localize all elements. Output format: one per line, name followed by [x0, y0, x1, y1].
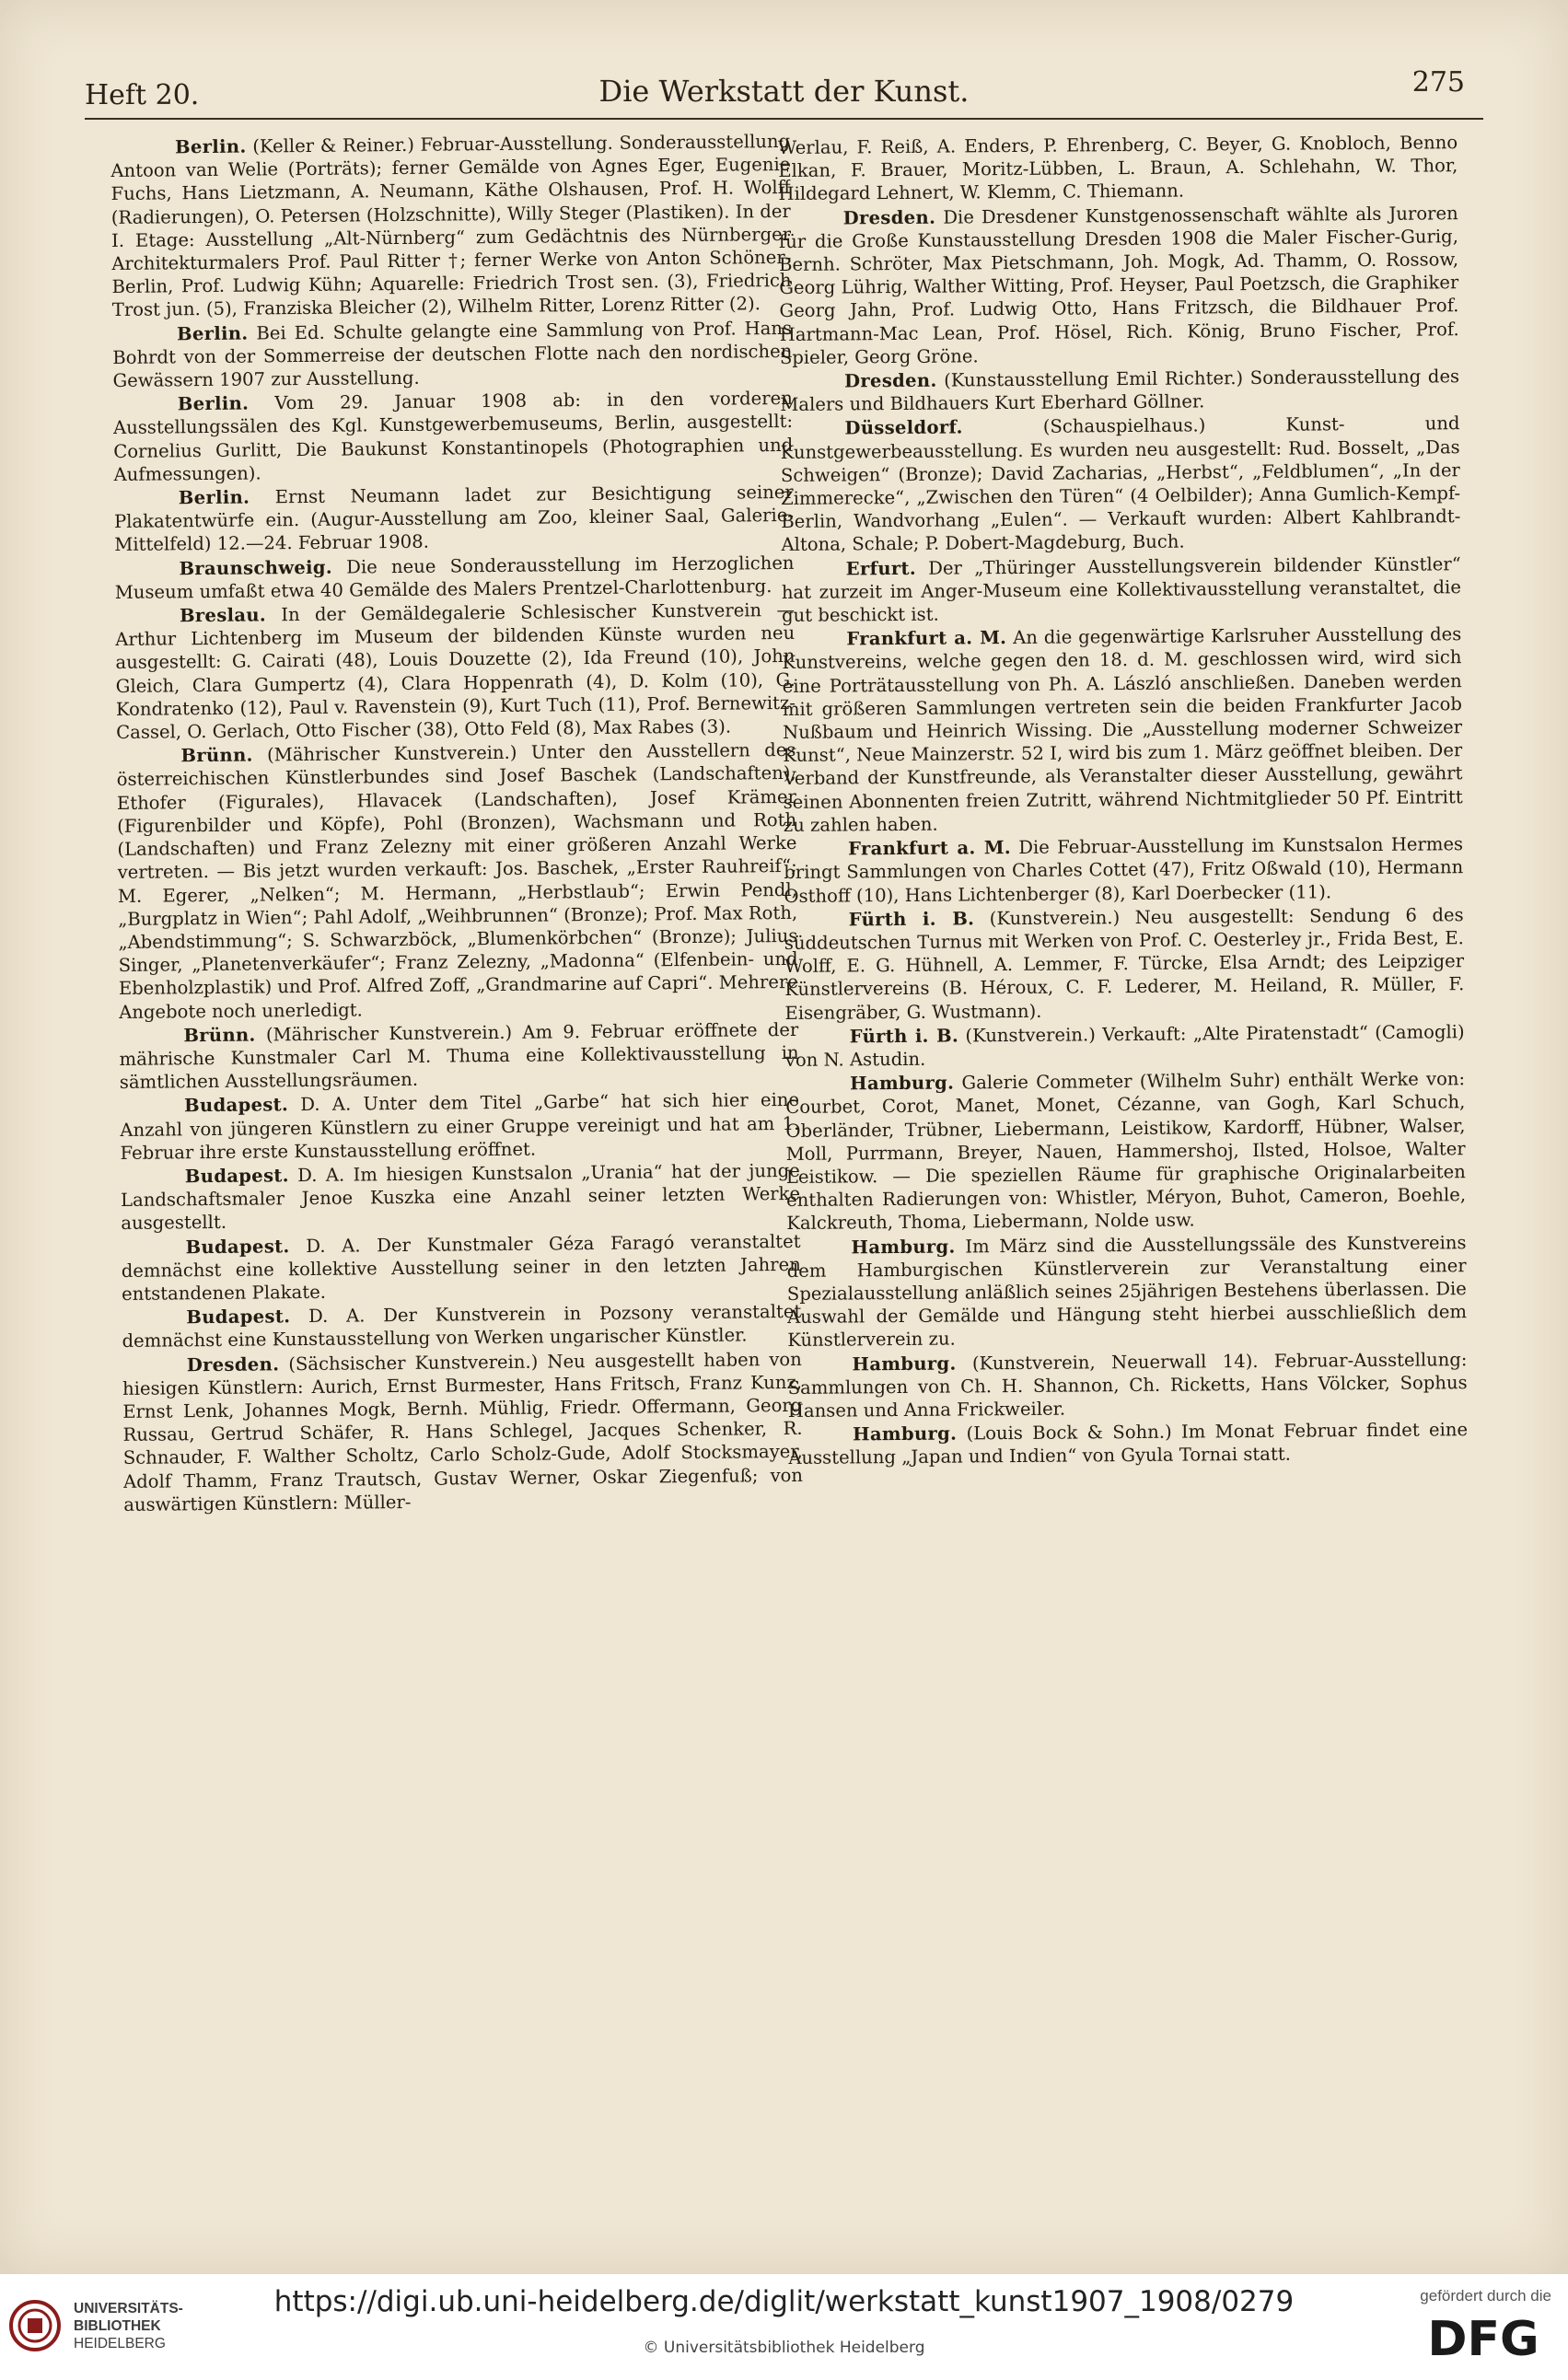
entry-city: Frankfurt a. M. — [846, 627, 1007, 650]
article-entry — [115, 598, 796, 744]
entry-text: Vom 29. Januar 1908 ab: in den vorderen Ausstellungssälen des Kgl. Kunstgewerbemuseums, Berlin, ausgestellt: Cornelius Gurlitt, Die Baukunst Konstantinopels (Photographien und Aufmessungen). — [112, 388, 794, 485]
entry-city: Berlin. — [176, 322, 249, 344]
entry-text: D. A. Der Kunstverein in Pozsony veranstaltet demnächst eine Kunstausstellung von Werken ungarischer Künstler. — [122, 1301, 802, 1353]
entry-text: An die gegenwärtige Karlsruher Ausstellung des Kunstvereins, welche gegen den 18. d. M. geschlossen wird, wird sich eine Porträtausstellung von Ph. A. László anschließen. Daneben werden mit größeren Sammlungen vertreten sein die beiden Frankfurter Jacob Nußbaum und Heinrich Wissing. Die „Ausstellung moderner Schweizer Kunst“, Neue Mainzerstr. 52 I, wird bis zum 1. März geöffnet bleiben. Der Verband der Kunstfreunde, als Veranstalter dieser Ausstellung, gewährt seinen Abonnenten freien Zutritt, während Nichtmitglieder 50 Pf. Eintritt zu zahlen haben. — [782, 623, 1463, 836]
article-entry — [120, 1088, 800, 1165]
left-column — [110, 130, 809, 2180]
entry-city: Hamburg. — [851, 1236, 956, 1258]
entry-text: (Kunstverein.) Neu ausgestellt: Sendung 6 des süddeutschen Turnus mit Werken von Prof. C. Oesterley jr., Frida Best, E. Wolff, E. G. Hühnell, A. Lemmer, F. Türcke, Elsa Arndt; des Leipziger Künstlervereins (B. Héroux, C. F. Lederer, M. Heiland, R. Müller, F. Eisengräber, G. Wustmann). — [784, 903, 1465, 1024]
entry-city: Frankfurt a. M. — [847, 837, 1012, 860]
article-entry — [114, 551, 794, 604]
article-entry — [787, 1348, 1468, 1422]
page-number: 275 — [1411, 66, 1465, 99]
entry-city: Dresden. — [186, 1353, 280, 1376]
article-entry — [788, 1418, 1468, 1469]
entry-city: Hamburg. — [852, 1422, 958, 1445]
article-entry — [121, 1229, 801, 1306]
entry-text: D. A. Unter dem Titel „Garbe“ hat sich hier eine Anzahl von jüngeren Künstlern zu einer Gruppe vereinigt und hat am 1. Februar ihre erste Kunstausstellung eröffnet. — [120, 1089, 800, 1164]
entry-city: Braunschweig. — [179, 556, 333, 579]
journal-title: Die Werkstatt der Kunst. — [598, 74, 970, 109]
entry-text: Der „Thüringer Ausstellungsverein bildender Künstler“ hat zurzeit im Anger-Museum eine Kollektivausstellung veranstaltet, die gut beschickt ist. — [781, 552, 1461, 627]
entry-text: (Kunstverein.) Verkauft: „Alte Piratenstadt“ (Camogli) von N. Astudin. — [784, 1020, 1465, 1071]
entry-text: Werlau, F. Reiß, A. Enders, P. Ehrenberg, C. Beyer, G. Knobloch, Benno Elkan, F. Brauer, Moritz-Lübben, L. Braun, A. Schlehahn, W. Thor, Hildegard Lehnert, W. Klemm, C. Thiemann. — [778, 132, 1458, 205]
permalink-url[interactable]: https://digi.ub.uni-heidelberg.de/diglit/werkstatt_kunst1907_1908/0279 — [273, 2285, 1295, 2318]
entry-city: Düsseldorf. — [844, 416, 963, 439]
entry-text: Die neue Sonderausstellung im Herzoglichen Museum umfaßt etwa 40 Gemälde des Malers Prentzel-Charlottenburg. — [114, 551, 795, 603]
entry-text: (Mährischer Kunstverein.) Unter den Ausstellern des österreichischen Künstlerbundes sind Josef Baschek (Landschaften), Ethofer (Figurales), Hlavacek (Landschaften), Josef Krämer (Figurenbilder und Köpfe), Pohl (Bronzen), Wachsmann und Roth (Landschaften) und Franz Zelezny mit einer größeren Anzahl Werke vertreten. — Bis jetzt wurden verkauft: Jos. Baschek, „Erster Rauhreif“; M. Egerer, „Nelken“; M. Hermann, „Herbstlaub“; Erwin Pendl, „Burgplatz in Wien“; Pahl Adolf, „Weihbrunnen“ (Bronze); Prof. Max Roth, „Abendstimmung“; S. Schwarzböck, „Blumenkörbchen“ (Bronze); Julius Singer, „Planetenverkäufer“; Franz Zelezny, „Madonna“ (Elfenbein- und Ebenholzplastik) und Prof. Alfred Zoff, „Grandmarine auf Capri“. Mehrere Angebote noch unerledigt. — [116, 739, 798, 1023]
entry-city: Dresden. — [842, 206, 936, 229]
article-entry — [114, 481, 795, 557]
entry-city: Dresden. — [844, 369, 937, 392]
entry-city: Budapest. — [186, 1306, 291, 1329]
entry-city: Budapest. — [185, 1235, 290, 1258]
dfg-logo-text: DFG — [1427, 2312, 1539, 2363]
article-entry — [780, 412, 1460, 557]
entry-city: Hamburg. — [852, 1353, 957, 1375]
article-entry — [110, 130, 792, 322]
entry-text: (Keller & Reiner.) Februar-Ausstellung. Sonderausstellung Antoon van Welie (Porträts); ferner Gemälde von Agnes Eger, Eugenie Fuchs, Hans Lietzmann, A. Neumann, Käthe Olshausen, Prof. H. Wolff (Radierungen), O. Petersen (Holzschnitte), Willy Steger (Plastiken). In der I. Etage: Ausstellung „Alt-Nürnberg“ zum Gedächtnis des Nürnberger Architekturmalers Prof. Paul Ritter †; ferner Werke von Anton Schöner-Berlin, Prof. Ludwig Kühn; Aquarelle: Friedrich Trost sen. (3), Friedrich Trost jun. (5), Franziska Bleicher (2), Wilhelm Ritter, Lorenz Ritter (2). — [110, 130, 792, 321]
article-entry — [116, 738, 798, 1024]
entry-city: Brünn. — [180, 744, 253, 767]
article-entry — [779, 202, 1459, 369]
article-entry — [112, 317, 793, 393]
article-entry — [782, 622, 1463, 837]
entry-text: D. A. Im hiesigen Kunstsalon „Urania“ hat der junge Landschaftsmaler Jenoe Kuszka eine Anzahl seiner letzten Werke ausgestellt. — [120, 1159, 801, 1235]
header-rule — [85, 118, 1483, 120]
entry-text: (Mährischer Kunstverein.) Am 9. Februar eröffnete der mährische Kunstmaler Carl M. Thuma eine Kollektivausstellung in sämtlichen Ausstellungsräumen. — [119, 1018, 799, 1094]
article-entry — [780, 365, 1459, 416]
entry-text: Bei Ed. Schulte gelangte eine Sammlung von Prof. Hans Bohrdt von der Sommerreise der deutschen Flotte nach den nordischen Gewässern 1907 zur Ausstellung. — [112, 317, 793, 392]
article-entry — [113, 387, 794, 486]
entry-text: Galerie Commeter (Wilhelm Suhr) enthält Werke von: Courbet, Corot, Manet, Monet, Cézanne, van Gogh, Karl Schuch, Oberländer, Trübner, Liebermann, Leistikow, Kardorff, Hübner, Walser, Moll, Purrmann, Breyer, Nauen, Hammershoj, Ilsted, Holsoe, Walter Leistikow. — Die speziellen Räume für graphische Originalarbeiten enthalten Radierungen von: Whistler, Méryon, Buhot, Cameron, Boehle, Kalckreuth, Thoma, Liebermann, Nolde usw. — [785, 1068, 1467, 1235]
entry-text: (Sächsischer Kunstverein.) Neu ausgestellt haben von hiesigen Künstlern: Aurich, Ernst Burmester, Hans Fritsch, Franz Kunz, Ernst Lenk, Johannes Mogk, Bernh. Mühlig, Friedr. Offermann, Georg Russau, Gertrud Schäfer, R. Hans Schlegel, Jacques Schenker, R. Schnauder, F. Walther Scholtz, Carlo Scholz-Gude, Adolf Stocksmayer, Adolf Thamm, Franz Trautsch, Gustav Werner, Oskar Ziegenfuß; von auswärtigen Künstlern: Müller- — [122, 1348, 804, 1515]
entry-city: Erfurt. — [845, 557, 917, 580]
entry-city: Brünn. — [183, 1024, 256, 1047]
entry-city: Budapest. — [184, 1165, 289, 1188]
article-entry — [785, 1020, 1465, 1072]
article-entry — [782, 552, 1462, 627]
entry-text: In der Gemäldegalerie Schlesischer Kunstverein — Arthur Lichtenberg im Museum der bildenden Künste wurden neu ausgestellt: G. Cairati (48), Louis Douzette (2), Ida Freund (10), John Gleich, Clara Gumpertz (4), Clara Hoppenrath (4), D. Kolm (10), G. Kondratenko (12), Paul v. Ravenstein (9), Kurt Tuch (11), Prof. Bernewitz-Cassel, O. Gerlach, Otto Fischer (38), Otto Feld (8), Max Rabes (3). — [115, 598, 796, 744]
right-column — [778, 131, 1473, 2180]
entry-city: Budapest. — [184, 1094, 289, 1117]
entry-text: Die Februar-Ausstellung im Kunstsalon Hermes bringt Sammlungen von Charles Cottet (47), Fritz Oßwald (10), Hermann Osthoff (10), Hans Lichtenberger (8), Karl Doerbecker (11). — [784, 833, 1464, 907]
entry-text: Im März sind die Ausstellungssäle des Kunstvereins dem Hamburgischen Künstlerverein zur Veranstaltung einer Spezialausstellung anläßlich seines 25jährigen Bestehens überlassen. Die Auswahl der Gemälde und Hängung steht hierbei ausschließlich dem Künstlerverein zu. — [786, 1231, 1468, 1352]
article-entry — [122, 1347, 804, 1515]
article-entry — [784, 832, 1464, 907]
article-entry — [785, 1067, 1466, 1235]
copyright-notice: © Universitätsbibliothek Heidelberg — [643, 2339, 925, 2357]
viewer-footer — [0, 2274, 1568, 2380]
library-name: UNIVERSITÄTS- BIBLIOTHEK HEIDELBERG — [74, 2301, 183, 2351]
entry-text: (Schauspielhaus.) Kunst- und Kunstgewerbeausstellung. Es wurden neu ausgestellt: Rud. Bosselt, „Das Schweigen“ (Bronze); David Zacharias, „Herbst“, „Feldblumen“, „In der Zimmerecke“, „Zwischen den Türen“ (4 Oelbilder); Anna Gumlich-Kempf-Berlin, Wandvorhang „Eulen“. — Verkauft wurden: Albert Kahlbrandt-Altona, Schale; P. Dobert-Magdeburg, Buch. — [780, 412, 1461, 556]
issue-label: Heft 20. — [85, 79, 200, 111]
article-entry — [122, 1300, 801, 1353]
dfg-logo[interactable] — [1415, 2309, 1551, 2363]
entry-text: D. A. Der Kunstmaler Géza Faragó veranstaltet demnächst eine kollektive Ausstellung seiner in den letzten Jahren entstandenen Plakate. — [121, 1230, 801, 1305]
entry-city: Berlin. — [175, 135, 247, 158]
funding-note: gefördert durch die — [1420, 2287, 1551, 2305]
entry-city: Berlin. — [178, 486, 250, 509]
article-entry — [784, 903, 1465, 1025]
entry-text: Ernst Neumann ladet zur Besichtigung seiner Plakatentwürfe ein. (Augur-Ausstellung am Zoo, kleiner Saal, Galerie-Mittelfeld) 12.—24. Februar 1908. — [113, 481, 795, 556]
running-header — [85, 66, 1483, 112]
article-entry — [778, 131, 1458, 205]
entry-city: Hamburg. — [849, 1072, 955, 1095]
entry-text: (Kunstverein, Neuerwall 14). Februar-Ausstellung: Sammlungen von Ch. H. Shannon, Ch. Ricketts, Hans Völcker, Sophus Hansen und Anna Frickweiler. — [787, 1348, 1468, 1422]
entry-city: Breslau. — [179, 604, 267, 627]
article-entry — [786, 1231, 1467, 1353]
entry-city: Fürth i. B. — [849, 1025, 959, 1048]
entry-text: (Kunstausstellung Emil Richter.) Sonderausstellung des Malers und Bildhauers Kurt Eberhard Göllner. — [780, 366, 1460, 416]
entry-text: Die Dresdener Kunstgenossenschaft wählte als Juroren für die Große Kunstausstellung Dresden 1908 die Maler Fischer-Gurig, Bernh. Schröter, Max Pietschmann, Joh. Mogk, Ad. Thamm, O. Rossow, Georg Lührig, Walther Witting, Prof. Heyser, Paul Poetzsch, die Graphiker Georg Jahn, Prof. Ludwig Otto, Hans Fritzsch, die Bildhauer Prof. Hartmann-Mac Lean, Prof. Hösel, Rich. König, Bruno Fischer, Prof. Spieler, Georg Gröne. — [778, 202, 1459, 368]
article-entry — [121, 1159, 801, 1236]
article-entry — [119, 1018, 799, 1095]
entry-text: (Louis Bock & Sohn.) Im Monat Februar findet eine Ausstellung „Japan und Indien“ von Gyula Tornai statt. — [788, 1419, 1469, 1469]
entry-city: Berlin. — [177, 392, 250, 415]
entry-city: Fürth i. B. — [848, 908, 975, 931]
